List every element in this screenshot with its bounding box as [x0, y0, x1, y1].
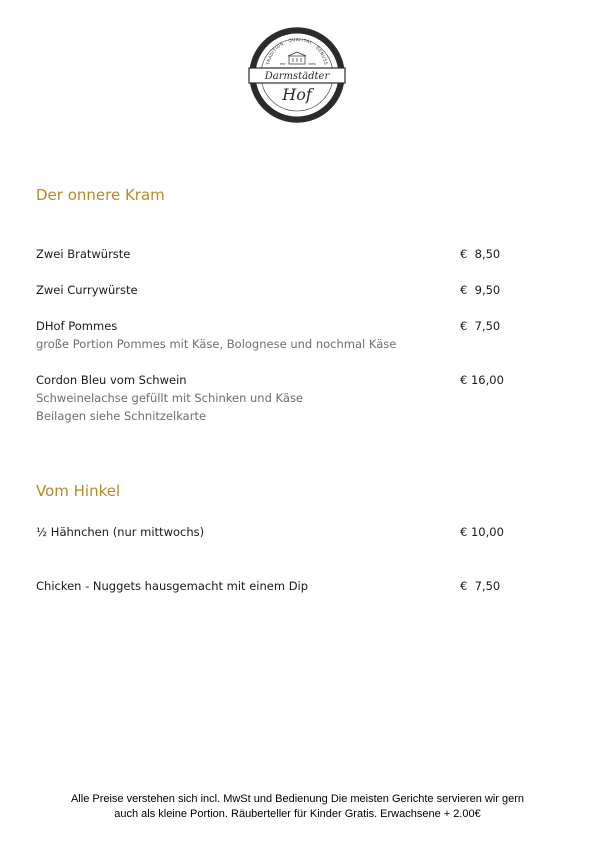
menu-item-description: große Portion Pommes mit Käse, Bolognese und nochmal Käse — [36, 337, 397, 351]
footnote-line-1: Alle Preise verstehen sich incl. MwSt und Bedienung Die meisten Gerichte servieren wir gern — [70, 793, 525, 805]
footnote-line-2: auch als kleine Portion. Räuberteller für Kinder Gratis. Erwachsene + 2.00€ — [114, 808, 481, 820]
menu-item-price: € 10,00 — [460, 525, 504, 539]
menu-item-price: € 8,50 — [460, 247, 501, 261]
menu-item-name: DHof Pommes — [36, 319, 118, 333]
menu-item-name: Zwei Currywürste — [36, 283, 138, 297]
logo-script-top: Darmstädter — [264, 71, 330, 82]
menu-item-price: € 7,50 — [460, 319, 501, 333]
menu-item-description: Schweinelachse gefüllt mit Schinken und Käse — [36, 391, 304, 405]
section-title-1: Der onnere Kram — [36, 186, 165, 204]
logo-est: EST. — [280, 62, 287, 66]
menu-item-price: € 16,00 — [460, 373, 504, 387]
menu-item-price: € 9,50 — [460, 283, 501, 297]
menu-item-name: Zwei Bratwürste — [36, 247, 131, 261]
logo-seal — [247, 25, 347, 125]
menu-item-name: Chicken - Nuggets hausgemacht mit einem Dip — [36, 579, 309, 593]
menu-item-name: Cordon Bleu vom Schwein — [36, 373, 187, 387]
restaurant-logo — [247, 25, 347, 125]
logo-arc-text: TRADITION · QUALITÄT · GENUSS — [265, 36, 329, 66]
building-icon — [288, 52, 306, 64]
price-footnote — [30, 792, 565, 822]
menu-item-description: Beilagen siehe Schnitzelkarte — [36, 409, 207, 423]
logo-script-bottom: Hof — [282, 85, 312, 104]
logo-year: 1856 — [308, 62, 316, 66]
section-title-2: Vom Hinkel — [36, 482, 121, 500]
menu-item-price: € 7,50 — [460, 579, 501, 593]
menu-item-name: ½ Hähnchen (nur mittwochs) — [36, 525, 205, 539]
